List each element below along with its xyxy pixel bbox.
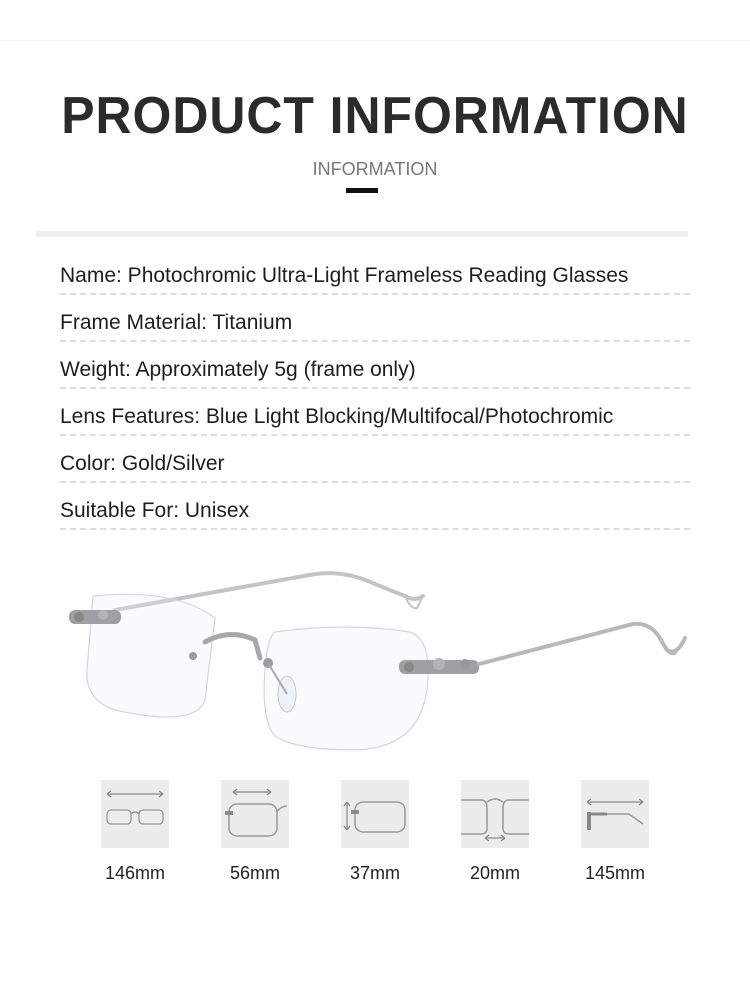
dimension-value: 146mm	[104, 863, 166, 883]
spec-text: Color: Gold/Silver	[60, 452, 225, 475]
spec-row-name	[60, 248, 690, 295]
spec-text: Name: Photochromic Ultra-Light Frameless Reading Glasses	[60, 264, 629, 287]
dimension-value: 37mm	[349, 863, 400, 883]
lens-height-icon	[341, 780, 409, 848]
glasses-icon	[55, 560, 715, 760]
frame-width-icon	[101, 780, 169, 848]
spec-row-lens-features	[60, 389, 690, 436]
dimension-value: 56mm	[229, 863, 280, 883]
section-separator	[36, 231, 688, 237]
spec-row-weight	[60, 342, 690, 389]
spec-text: Lens Features: Blue Light Blocking/Multifocal/Photochromic	[60, 405, 614, 428]
bridge-width-icon	[461, 780, 529, 848]
lens-width-icon	[221, 780, 289, 848]
spec-row-suitable-for	[60, 483, 690, 530]
temple-length-icon	[581, 780, 649, 848]
subtitle-underline	[346, 188, 378, 193]
dimension-frame-width	[75, 780, 195, 884]
dimension-bridge-width	[435, 780, 555, 884]
spec-list	[60, 248, 690, 530]
spec-row-frame-material	[60, 295, 690, 342]
dimension-temple-length	[555, 780, 675, 884]
spec-text: Frame Material: Titanium	[60, 311, 293, 334]
section-subtitle: INFORMATION	[312, 159, 438, 179]
product-image	[55, 560, 715, 760]
spec-row-color	[60, 436, 690, 483]
dimension-lens-height	[315, 780, 435, 884]
spec-text: Suitable For: Unisex	[60, 499, 250, 522]
dimension-value: 20mm	[469, 863, 520, 883]
page-title: PRODUCT INFORMATION	[61, 87, 689, 145]
top-divider	[0, 40, 750, 41]
dimension-value: 145mm	[584, 863, 646, 883]
spec-text: Weight: Approximately 5g (frame only)	[60, 358, 416, 381]
dimension-lens-width	[195, 780, 315, 884]
dimension-list	[0, 780, 750, 890]
